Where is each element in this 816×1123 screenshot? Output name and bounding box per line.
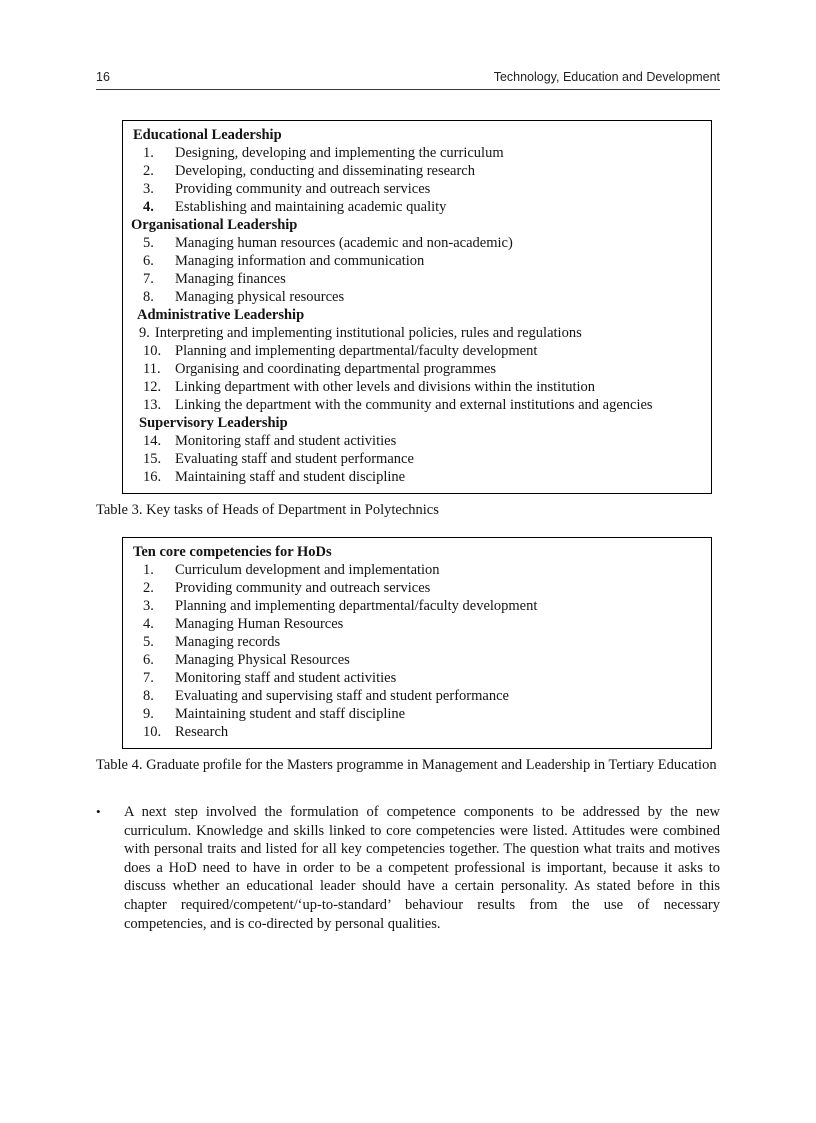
item-number: 5. [143,235,154,251]
item-text: Managing Human Resources [175,616,344,632]
item-number: 14. [143,433,162,449]
item-number: 7. [143,271,154,287]
item-number: 4. [143,616,154,632]
item-text: Evaluating staff and student performance [175,451,414,467]
list-item [131,396,703,414]
item-number: 12. [143,379,162,395]
list-item [131,198,703,216]
item-text: Evaluating and supervising staff and student performance [175,688,509,704]
item-number: 13. [143,397,162,413]
page-header [96,70,720,90]
table3-caption: Table 3. Key tasks of Heads of Department in Polytechnics [96,502,439,518]
section-heading-educational-leadership: Educational Leadership [133,127,282,143]
list-item [131,270,703,288]
item-number: 3. [143,598,154,614]
bullet-icon: • [96,804,101,819]
list-item [131,342,703,360]
item-number: 11. [143,361,161,377]
item-text: Interpreting and implementing institutional policies, rules and regulations [154,325,582,341]
item-number: 6. [143,652,154,668]
list-item [131,432,703,450]
item-number: 8. [143,688,154,704]
item-text: Providing community and outreach services [175,580,431,596]
item-text: Maintaining staff and student discipline [175,469,406,485]
table4-caption: Table 4. Graduate profile for the Masters programme in Management and Leadership in Tertiary Education [96,757,717,773]
item-number: 2. [143,580,154,596]
item-text: Linking the department with the community and external institutions and agencies [175,397,653,413]
item-text: Managing finances [175,271,286,287]
item-number: 4. [143,199,154,215]
bullet-paragraph [96,803,720,933]
item-text: Monitoring staff and student activities [175,433,397,449]
list-item [131,579,703,597]
item-number: 2. [143,163,154,179]
list-item [131,705,703,723]
item-number: 9. [139,325,150,341]
list-item [131,324,703,342]
item-number: 5. [143,634,154,650]
list-item [131,144,703,162]
section-heading-administrative-leadership: Administrative Leadership [137,307,305,323]
item-number: 10. [143,343,162,359]
item-text: Managing physical resources [175,289,345,305]
item-number: 1. [143,145,154,161]
item-number: 6. [143,253,154,269]
list-item [131,615,703,633]
item-number: 9. [143,706,154,722]
list-item [131,162,703,180]
item-number: 10. [143,724,162,740]
item-text: Establishing and maintaining academic quality [175,199,447,215]
list-item [131,669,703,687]
item-text: Managing information and communication [175,253,425,269]
list-item [131,561,703,579]
item-text: Planning and implementing departmental/faculty development [175,598,538,614]
item-text: Managing records [175,634,281,650]
section-heading-organisational-leadership: Organisational Leadership [131,217,298,233]
item-text: Managing Physical Resources [175,652,350,668]
table4-heading: Ten core competencies for HoDs [133,544,332,560]
list-item [131,252,703,270]
item-text: Developing, conducting and disseminating research [175,163,475,179]
list-item [131,360,703,378]
paragraph-text: A next step involved the formulation of competence components to be addressed by the new curriculum. Knowledge and skills linked to core competencies were listed. Attitudes were combined with personal traits and listed for all key competencies together. The question what traits and motives does a HoD need to have in order to be a competent professional is important, because it asks to discuss whether an educational leader should have a certain personality. As stated before in this chapter required/competent/‘up-to-standard’ behaviour results from the use of necessary competencies, and is co-directed by personal qualities. [124,804,720,932]
list-item [131,651,703,669]
item-text: Research [175,724,229,740]
list-item [131,288,703,306]
list-item [131,450,703,468]
item-text: Maintaining student and staff discipline [175,706,406,722]
item-number: 7. [143,670,154,686]
item-number: 8. [143,289,154,305]
item-number: 3. [143,181,154,197]
item-text: Organising and coordinating departmental programmes [175,361,497,377]
item-text: Linking department with other levels and divisions within the institution [175,379,596,395]
table3-box [122,120,712,494]
item-text: Designing, developing and implementing the curriculum [175,145,504,161]
running-title: Technology, Education and Development [493,70,720,84]
list-item [131,468,703,486]
item-text: Curriculum development and implementation [175,562,440,578]
list-item [131,597,703,615]
list-item [131,234,703,252]
item-text: Planning and implementing departmental/faculty development [175,343,538,359]
item-number: 16. [143,469,162,485]
item-number: 1. [143,562,154,578]
list-item [131,687,703,705]
item-text: Monitoring staff and student activities [175,670,397,686]
item-text: Managing human resources (academic and non-academic) [175,235,513,251]
page-number: 16 [96,70,110,84]
list-item [131,723,703,741]
table4-box [122,537,712,749]
item-text: Providing community and outreach services [175,181,431,197]
list-item [131,633,703,651]
section-heading-supervisory-leadership: Supervisory Leadership [139,415,288,431]
list-item [131,180,703,198]
item-number: 15. [143,451,162,467]
list-item [131,378,703,396]
